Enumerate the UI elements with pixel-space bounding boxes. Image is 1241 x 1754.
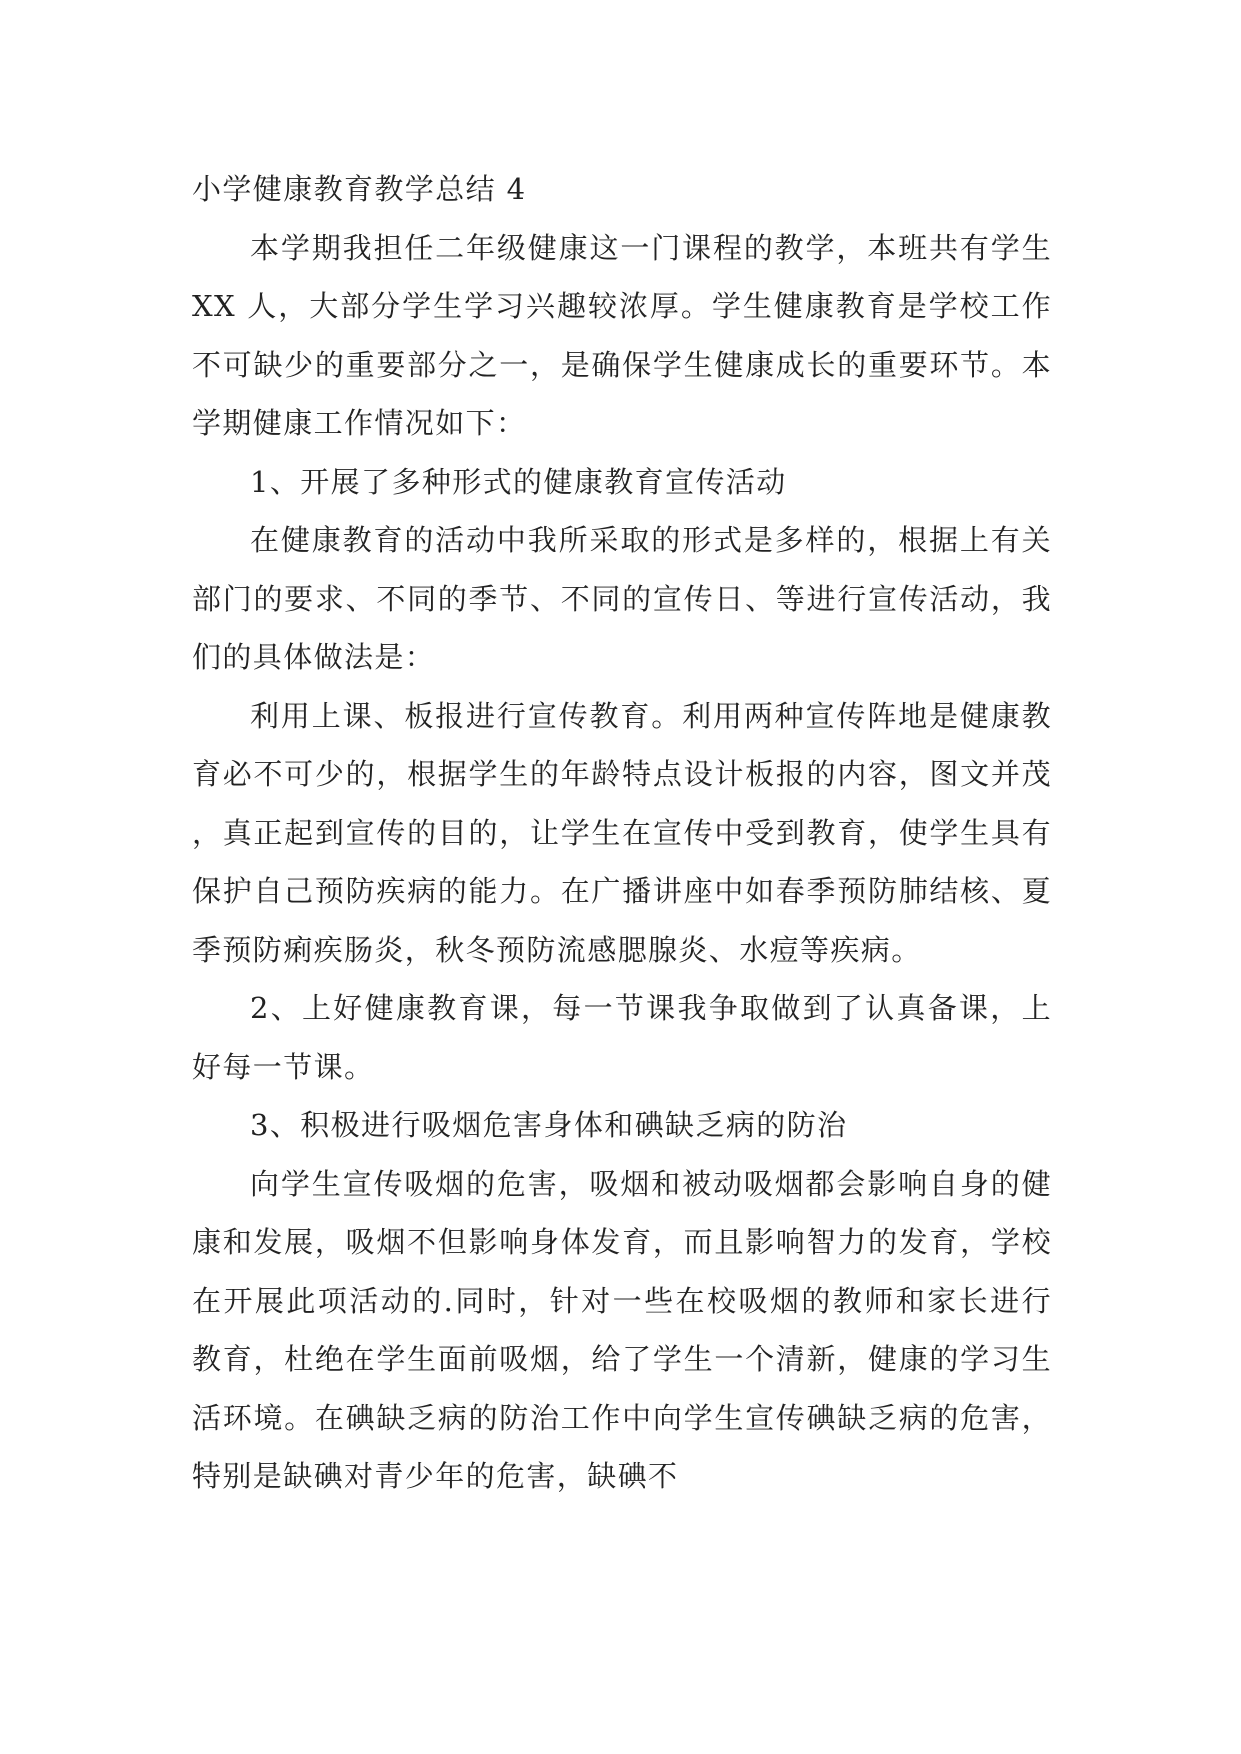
section-heading-2: 2、上好健康教育课，每一节课我争取做到了认真备课，上好每一节课。	[192, 991, 1052, 1084]
document-title: 小学健康教育教学总结 4	[192, 172, 527, 206]
section-heading-1: 1、开展了多种形式的健康教育宣传活动	[250, 464, 787, 499]
document-body	[192, 160, 1052, 1506]
paragraph-intro: 本学期我担任二年级健康这一门课程的教学，本班共有学生 XX 人，大部分学生学习兴趣较浓厚。学生健康教育是学校工作不可缺少的重要部分之一，是确保学生健康成长的重要环节。本学期健康工作情况如下：	[192, 230, 1052, 440]
paragraph-blackboard-publicity: 利用上课、板报进行宣传教育。利用两种宣传阵地是健康教育必不可少的，根据学生的年龄特点设计板报的内容，图文并茂，真正起到宣传的目的，让学生在宣传中受到教育，使学生具有保护自己预防疾病的能力。在广播讲座中如春季预防肺结核、夏季预防痢疾肠炎，秋冬预防流感腮腺炎、水痘等疾病。	[192, 698, 1052, 967]
paragraph-smoking-iodine: 向学生宣传吸烟的危害，吸烟和被动吸烟都会影响自身的健康和发展，吸烟不但影响身体发育，而且影响智力的发育，学校在开展此项活动的.同时，针对一些在校吸烟的教师和家长进行教育，杜绝在学生面前吸烟，给了学生一个清新，健康的学习生活环境。在碘缺乏病的防治工作中向学生宣传碘缺乏病的危害，特别是缺碘对青少年的危害，缺碘不	[192, 1166, 1052, 1493]
paragraph-activity-forms: 在健康教育的活动中我所采取的形式是多样的，根据上有关部门的要求、不同的季节、不同的宣传日、等进行宣传活动，我们的具体做法是：	[192, 523, 1052, 674]
section-heading-3: 3、积极进行吸烟危害身体和碘缺乏病的防治	[250, 1108, 848, 1142]
